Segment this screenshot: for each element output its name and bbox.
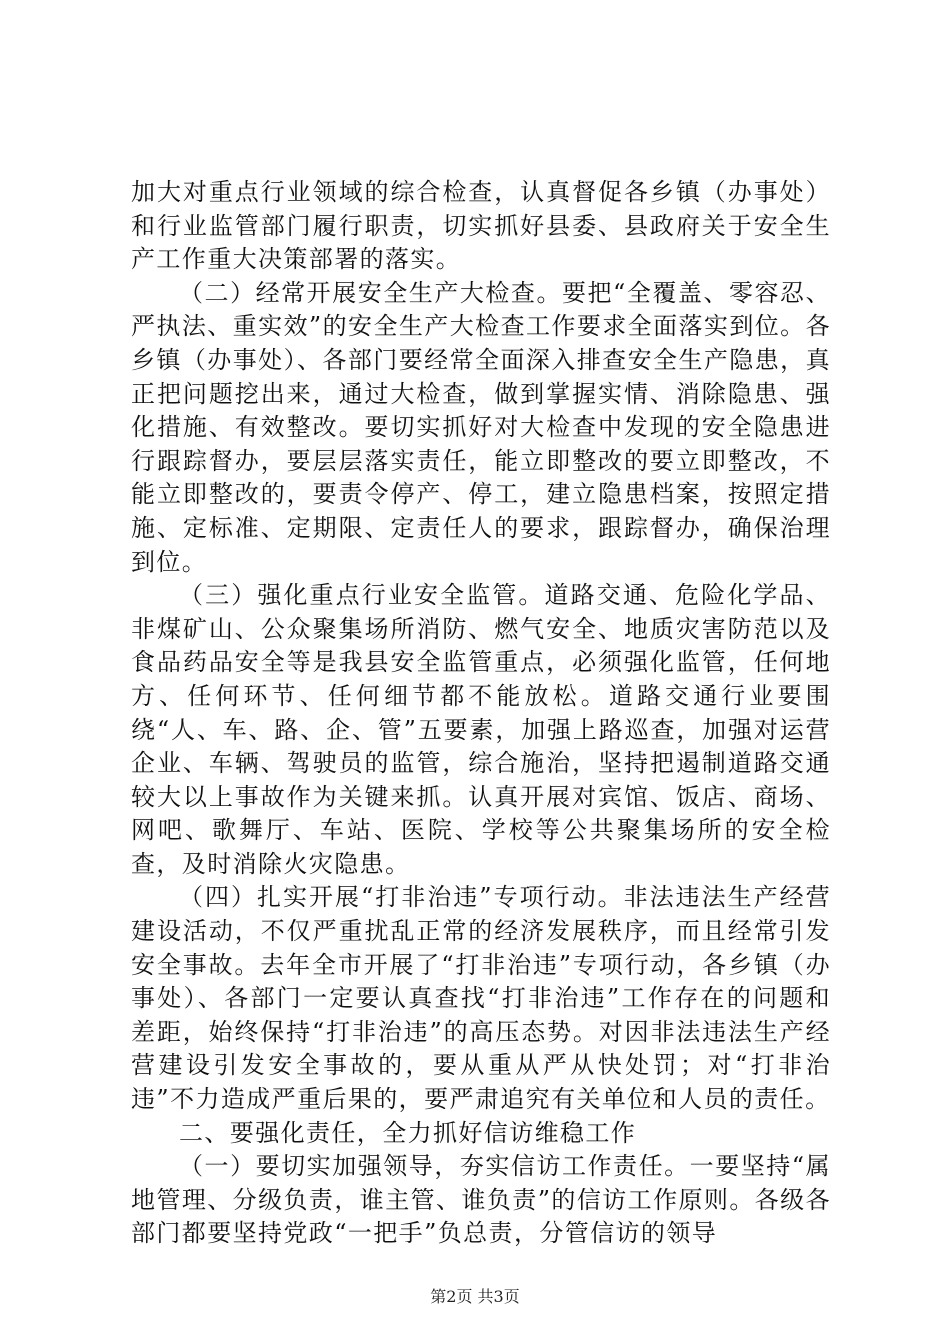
paragraph-section-2: （二）经常开展安全生产大检查。要把“全覆盖、零容忍、严执法、重实效”的安全生产大检查工作要求全面落实到位。各乡镇（办事处）、各部门要经常全面深入排查安全生产隐患，真正把问题挖出来，通过大检查，做到掌握实情、消除隐患、强化措施、有效整改。要切实抓好对大检查中发现的安全隐患进行跟踪督办，要层层落实责任，能立即整改的要立即整改，不能立即整改的，要责令停产、停工，建立隐患档案，按照定措施、定标准、定期限、定责任人的要求，跟踪督办，确保治理到位。 — [131, 278, 831, 576]
paragraph-section-4: （四）扎实开展“打非治违”专项行动。非法违法生产经营建设活动，不仅严重扰乱正常的经济发展秩序，而且经常引发安全事故。去年全市开展了“打非治违”专项行动，各乡镇（办事处）、各部门一定要认真查找“打非治违”工作存在的问题和差距，始终保持“打非治违”的高压态势。对因非法违法生产经营建设引发安全事故的，要从重从严从快处罚；对“打非治违”不力造成严重后果的，要严肃追究有关单位和人员的责任。 — [131, 883, 831, 1114]
document-body — [131, 176, 831, 1251]
section-heading-2: 二、要强化责任，全力抓好信访维稳工作 — [179, 1118, 637, 1147]
paragraph-section-3: （三）强化重点行业安全监管。道路交通、危险化学品、非煤矿山、公众聚集场所消防、燃气安全、地质灾害防范以及食品药品安全等是我县安全监管重点，必须强化监管，任何地方、任何环节、任何细节都不能放松。道路交通行业要围绕“人、车、路、企、管”五要素，加强上路巡查，加强对运营企业、车辆、驾驶员的监管，综合施治，坚持把遏制道路交通较大以上事故作为关键来抓。认真开展对宾馆、饭店、商场、网吧、歌舞厅、车站、医院、学校等公共聚集场所的安全检查，及时消除火灾隐患。 — [131, 581, 831, 878]
paragraph-continuation: 加大对重点行业领域的综合检查，认真督促各乡镇（办事处）和行业监管部门履行职责，切实抓好县委、县政府关于安全生产工作重大决策部署的落实。 — [131, 178, 831, 274]
paragraph-subsection-1: （一）要切实加强领导，夯实信访工作责任。一要坚持“属地管理、分级负责，谁主管、谁负责”的信访工作原则。各级各部门都要坚持党政“一把手”负总责，分管信访的领导 — [131, 1152, 831, 1248]
page-footer: 第2页 共3页 — [430, 1287, 520, 1306]
